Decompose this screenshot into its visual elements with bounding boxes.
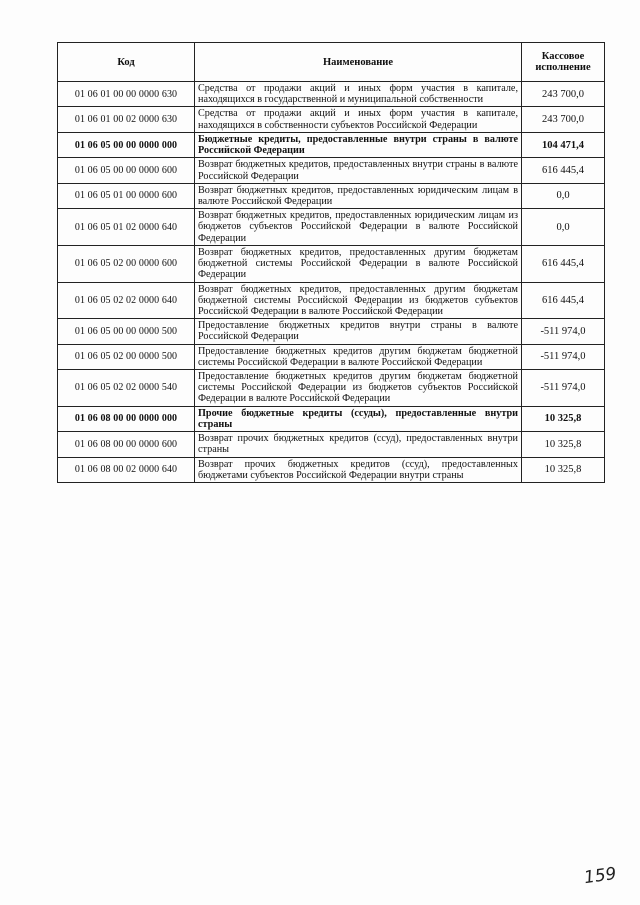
table-row	[58, 245, 605, 282]
row-amount: 243 700,0	[522, 82, 605, 107]
table-row	[58, 158, 605, 183]
row-code: 01 06 05 00 00 0000 500	[58, 319, 195, 344]
header-code: Код	[58, 43, 195, 82]
table-row	[58, 432, 605, 457]
row-name: Возврат прочих бюджетных кредитов (ссуд), предоставленных бюджетами субъектов Российской Федерации внутри страны	[195, 457, 522, 482]
table-row	[58, 282, 605, 319]
row-name: Средства от продажи акций и иных форм участия в капитале, находящихся в государственной и муниципальной собственности	[195, 82, 522, 107]
table-row	[58, 82, 605, 107]
row-code: 01 06 05 02 02 0000 540	[58, 370, 195, 407]
table-row	[58, 370, 605, 407]
table-header-row	[58, 43, 605, 82]
table-row	[58, 406, 605, 431]
row-name: Предоставление бюджетных кредитов внутри страны в валюте Российской Федерации	[195, 319, 522, 344]
row-code: 01 06 05 01 00 0000 600	[58, 183, 195, 208]
table-row	[58, 132, 605, 157]
row-code: 01 06 08 00 02 0000 640	[58, 457, 195, 482]
row-name: Возврат бюджетных кредитов, предоставленных юридическим лицам в валюте Российской Федерации	[195, 183, 522, 208]
row-code: 01 06 05 02 00 0000 600	[58, 245, 195, 282]
row-name: Предоставление бюджетных кредитов другим бюджетам бюджетной системы Российской Федерации в валюте Российской Федерации	[195, 344, 522, 369]
row-name: Прочие бюджетные кредиты (ссуды), предоставленные внутри страны	[195, 406, 522, 431]
row-code: 01 06 01 00 00 0000 630	[58, 82, 195, 107]
row-code: 01 06 01 00 02 0000 630	[58, 107, 195, 132]
row-code: 01 06 05 02 00 0000 500	[58, 344, 195, 369]
row-name: Возврат прочих бюджетных кредитов (ссуд), предоставленных внутри страны	[195, 432, 522, 457]
row-amount: 243 700,0	[522, 107, 605, 132]
row-code: 01 06 05 01 02 0000 640	[58, 209, 195, 246]
table-row	[58, 209, 605, 246]
page-number: 159	[582, 863, 618, 889]
row-amount: 0,0	[522, 209, 605, 246]
table-row	[58, 107, 605, 132]
header-amount: Кассовое исполнение	[522, 43, 605, 82]
header-name: Наименование	[195, 43, 522, 82]
row-code: 01 06 08 00 00 0000 000	[58, 406, 195, 431]
row-amount: 616 445,4	[522, 158, 605, 183]
row-name: Возврат бюджетных кредитов, предоставленных другим бюджетам бюджетной системы Российской Федерации в валюте Российской Федерации	[195, 245, 522, 282]
row-code: 01 06 05 00 00 0000 600	[58, 158, 195, 183]
table-row	[58, 183, 605, 208]
row-name: Средства от продажи акций и иных форм участия в капитале, находящихся в собственности субъектов Российской Федерации	[195, 107, 522, 132]
row-amount: 616 445,4	[522, 282, 605, 319]
row-amount: 0,0	[522, 183, 605, 208]
table-row	[58, 457, 605, 482]
row-code: 01 06 05 02 02 0000 640	[58, 282, 195, 319]
row-name: Возврат бюджетных кредитов, предоставленных другим бюджетам бюджетной системы Российской Федерации из бюджетов субъектов Российской Федерации в валюте Российской Федерации	[195, 282, 522, 319]
row-name: Возврат бюджетных кредитов, предоставленных внутри страны в валюте Российской Федерации	[195, 158, 522, 183]
row-code: 01 06 08 00 00 0000 600	[58, 432, 195, 457]
table-row	[58, 344, 605, 369]
row-name: Бюджетные кредиты, предоставленные внутри страны в валюте Российской Федерации	[195, 132, 522, 157]
row-amount: 10 325,8	[522, 406, 605, 431]
row-amount: -511 974,0	[522, 370, 605, 407]
row-amount: 104 471,4	[522, 132, 605, 157]
table-row	[58, 319, 605, 344]
row-name: Возврат бюджетных кредитов, предоставленных юридическим лицам из бюджетов субъектов Российской Федерации в валюте Российской Федерации	[195, 209, 522, 246]
table-body	[58, 82, 605, 483]
row-name: Предоставление бюджетных кредитов другим бюджетам бюджетной системы Российской Федерации из бюджетов субъектов Российской Федерации в валюте Российской Федерации	[195, 370, 522, 407]
row-amount: 10 325,8	[522, 432, 605, 457]
row-amount: -511 974,0	[522, 344, 605, 369]
row-amount: -511 974,0	[522, 319, 605, 344]
row-amount: 10 325,8	[522, 457, 605, 482]
row-amount: 616 445,4	[522, 245, 605, 282]
row-code: 01 06 05 00 00 0000 000	[58, 132, 195, 157]
budget-table	[57, 42, 605, 483]
